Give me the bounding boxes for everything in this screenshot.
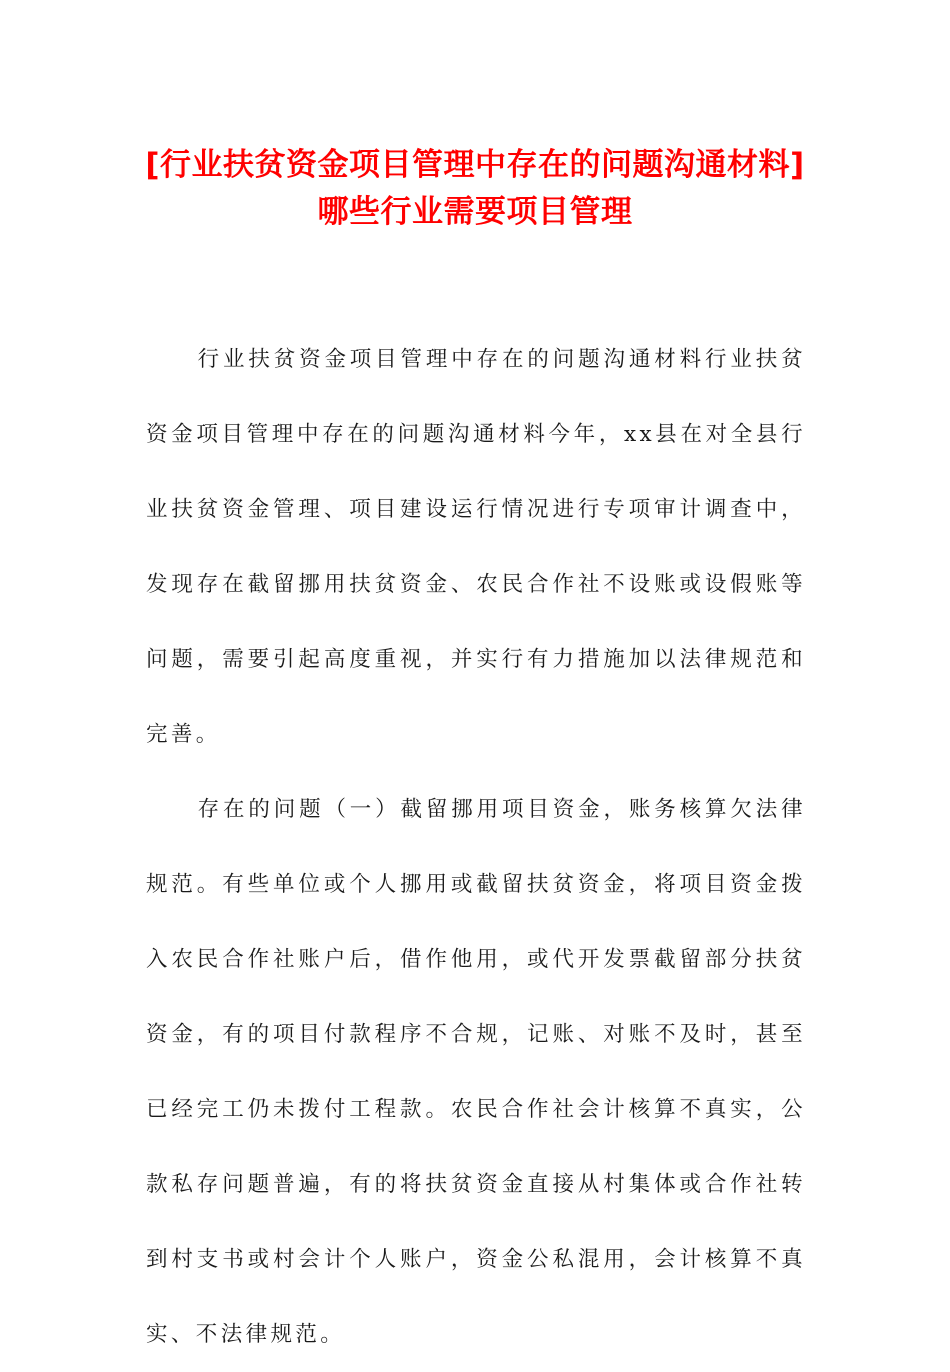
document-title: [行业扶贫资金项目管理中存在的问题沟通材料]哪些行业需要项目管理	[145, 147, 805, 230]
paragraph-intro: 行业扶贫资金项目管理中存在的问题沟通材料行业扶贫资金项目管理中存在的问题沟通材料今年，xx县在对全县行业扶贫资金管理、项目建设运行情况进行专项审计调查中，发现存在截留挪用扶贫资金、农民合作社不设账或设假账等问题，需要引起高度重视，并实行有力措施加以法律规范和完善。	[146, 347, 806, 747]
paragraph-problems: 存在的问题（一）截留挪用项目资金，账务核算欠法律规范。有些单位或个人挪用或截留扶贫资金，将项目资金拨入农民合作社账户后，借作他用，或代开发票截留部分扶贫资金，有的项目付款程序不合规，记账、对账不及时，甚至已经完工仍未拨付工程款。农民合作社会计核算不真实，公款私存问题普遍，有的将扶贫资金直接从村集体或合作社转到村支书或村会计个人账户，资金公私混用，会计核算不真实、不法律规范。	[146, 797, 806, 1347]
document-body	[146, 322, 806, 1372]
